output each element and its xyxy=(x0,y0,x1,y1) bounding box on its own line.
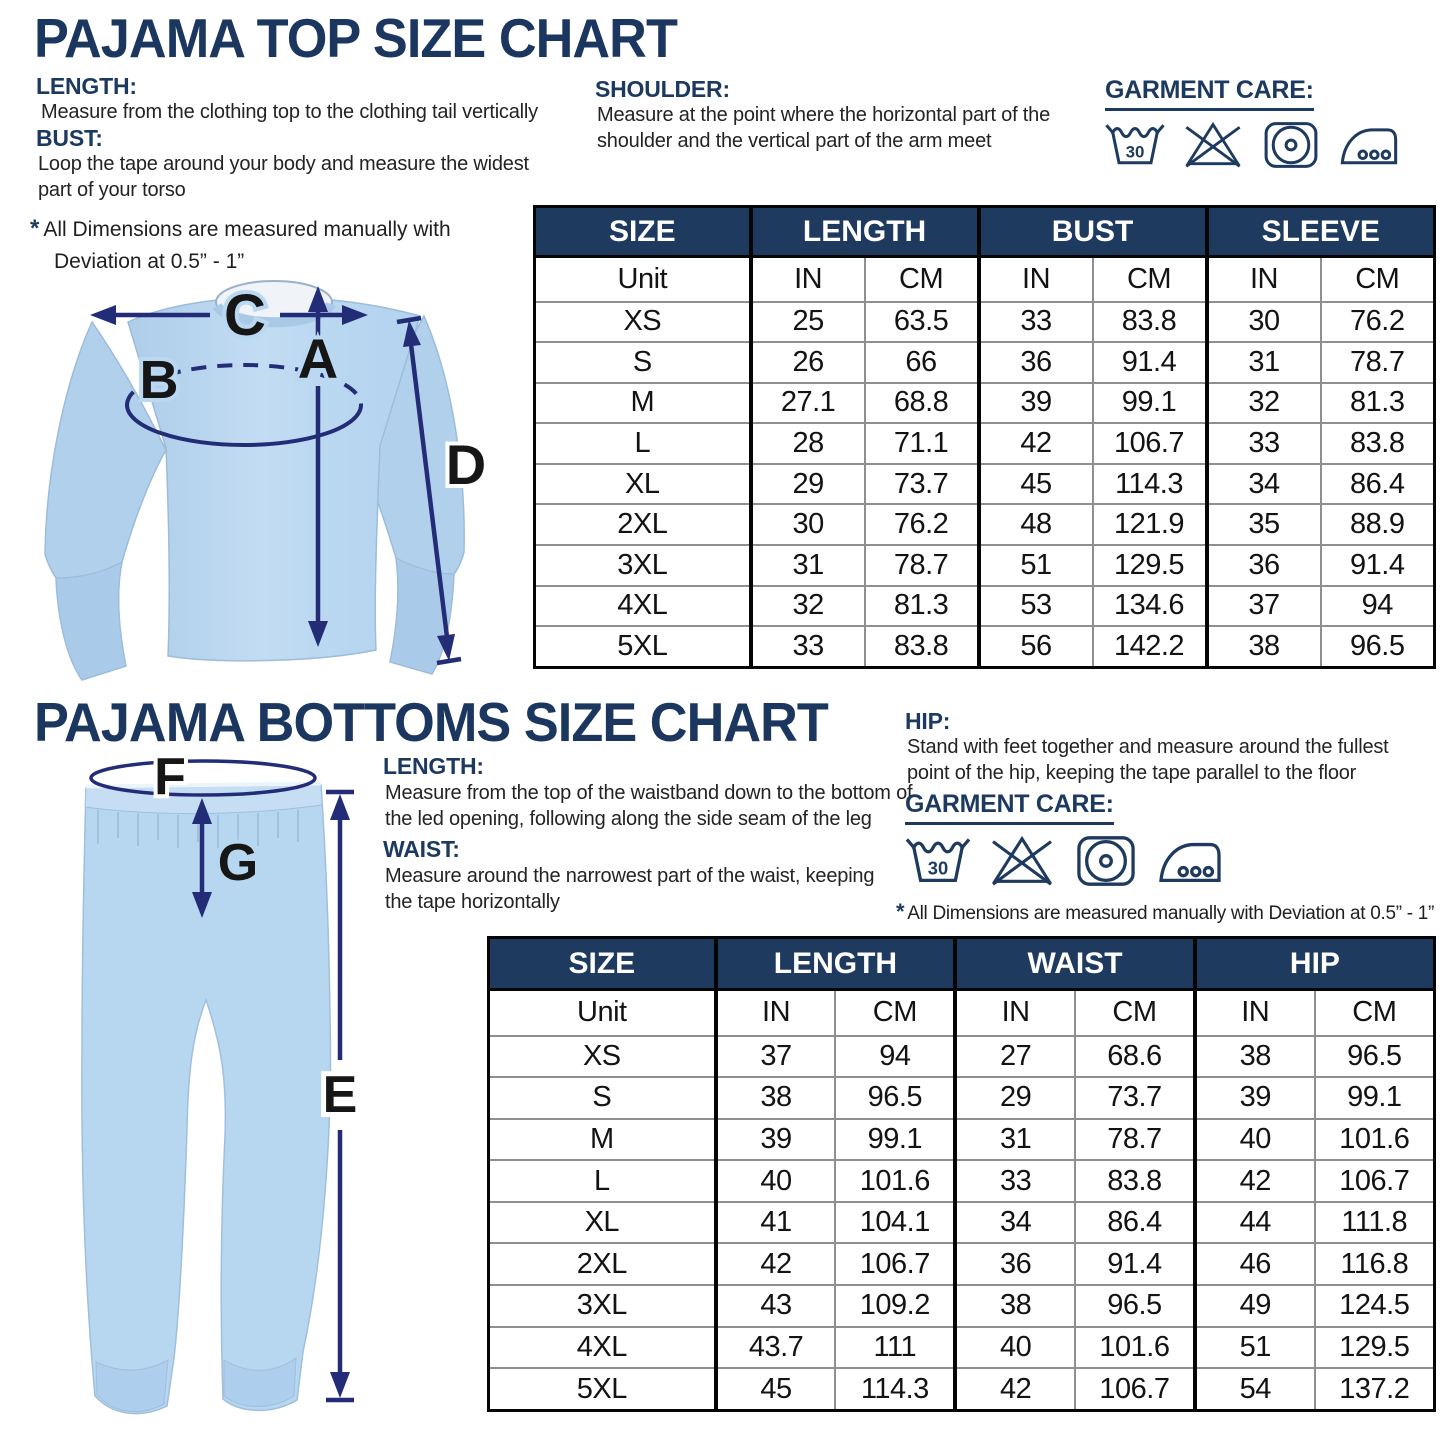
bottoms-length-description: Measure from the top of the waistband down to the bottom of the led opening, following along the side seam of the leg xyxy=(385,782,913,830)
value-cell: 25 xyxy=(751,302,865,343)
value-cell: 99.1 xyxy=(1093,383,1207,424)
value-cell: 31 xyxy=(1207,342,1321,383)
value-cell: 43.7 xyxy=(716,1327,836,1369)
table-row xyxy=(535,423,1435,464)
unit-cell: CM xyxy=(1093,257,1207,302)
pajama-top-section xyxy=(0,0,1445,690)
table-row xyxy=(535,545,1435,586)
value-cell: 40 xyxy=(955,1327,1075,1369)
value-cell: 129.5 xyxy=(1093,545,1207,586)
value-cell: 42 xyxy=(979,423,1093,464)
value-cell: 34 xyxy=(955,1202,1075,1244)
value-cell: 48 xyxy=(979,504,1093,545)
value-cell: 91.4 xyxy=(1075,1243,1195,1285)
iron-icon xyxy=(1337,118,1401,172)
value-cell: 88.9 xyxy=(1321,504,1435,545)
unit-cell: CM xyxy=(1321,257,1435,302)
garment-care-icons-bottoms xyxy=(903,832,1225,890)
value-cell: 40 xyxy=(1195,1119,1315,1161)
value-cell: 68.8 xyxy=(865,383,979,424)
pajama-bottoms-section xyxy=(0,690,1445,1445)
size-cell: 3XL xyxy=(489,1285,716,1327)
length-description: Measure from the clothing top to the clothing tail vertically xyxy=(41,101,538,123)
tumble-dry-icon xyxy=(1259,118,1323,172)
value-cell: 106.7 xyxy=(835,1243,955,1285)
table-row xyxy=(489,1077,1435,1119)
value-cell: 33 xyxy=(979,302,1093,343)
value-cell: 66 xyxy=(865,342,979,383)
value-cell: 37 xyxy=(1207,586,1321,627)
garment-care-heading-bottoms: GARMENT CARE: xyxy=(905,790,1114,825)
value-cell: 49 xyxy=(1195,1285,1315,1327)
table-header-row xyxy=(535,207,1435,257)
value-cell: 91.4 xyxy=(1321,545,1435,586)
table-row xyxy=(489,1285,1435,1327)
value-cell: 73.7 xyxy=(1075,1077,1195,1119)
col-header-hip: HIP xyxy=(1195,938,1435,990)
table-row xyxy=(489,1368,1435,1410)
size-cell: 4XL xyxy=(489,1327,716,1369)
value-cell: 81.3 xyxy=(1321,383,1435,424)
pajama-bottoms-diagram xyxy=(40,748,440,1438)
value-cell: 30 xyxy=(1207,302,1321,343)
unit-cell: IN xyxy=(716,990,836,1036)
measure-label-f: F xyxy=(154,748,186,806)
table-row xyxy=(489,1160,1435,1202)
measure-label-d: D xyxy=(445,433,487,496)
value-cell: 83.8 xyxy=(865,626,979,667)
value-cell: 83.8 xyxy=(1321,423,1435,464)
value-cell: 33 xyxy=(1207,423,1321,464)
value-cell: 43 xyxy=(716,1285,836,1327)
size-cell: L xyxy=(535,423,751,464)
value-cell: 42 xyxy=(1195,1160,1315,1202)
waist-description: Measure around the narrowest part of the waist, keeping the tape horizontally xyxy=(385,865,875,913)
length-label: LENGTH: xyxy=(36,73,137,99)
hip-label: HIP: xyxy=(905,708,951,734)
table-row xyxy=(535,626,1435,667)
table-row xyxy=(489,1202,1435,1244)
unit-cell: IN xyxy=(1195,990,1315,1036)
value-cell: 42 xyxy=(955,1368,1075,1410)
asterisk: * xyxy=(896,899,905,924)
value-cell: 27.1 xyxy=(751,383,865,424)
measure-label-b: B xyxy=(139,350,179,410)
bust-label: BUST: xyxy=(36,125,103,151)
value-cell: 114.3 xyxy=(835,1368,955,1410)
value-cell: 111.8 xyxy=(1315,1202,1435,1244)
bottoms-length-label: LENGTH: xyxy=(383,753,484,779)
deviation-note-bottoms: * All Dimensions are measured manually with Deviation at 0.5” - 1” xyxy=(896,899,1435,924)
iron-icon xyxy=(1155,832,1225,890)
value-cell: 42 xyxy=(716,1243,836,1285)
value-cell: 81.3 xyxy=(865,586,979,627)
unit-cell: IN xyxy=(955,990,1075,1036)
size-cell: 3XL xyxy=(535,545,751,586)
waist-label: WAIST: xyxy=(383,836,460,862)
value-cell: 86.4 xyxy=(1075,1202,1195,1244)
bottoms-size-table xyxy=(487,936,1436,1412)
size-cell: XL xyxy=(535,464,751,505)
measure-label-g: G xyxy=(217,834,259,892)
value-cell: 39 xyxy=(1195,1077,1315,1119)
value-cell: 78.7 xyxy=(1075,1119,1195,1161)
value-cell: 114.3 xyxy=(1093,464,1207,505)
value-cell: 83.8 xyxy=(1093,302,1207,343)
value-cell: 104.1 xyxy=(835,1202,955,1244)
value-cell: 54 xyxy=(1195,1368,1315,1410)
col-header-size: SIZE xyxy=(535,207,751,257)
value-cell: 106.7 xyxy=(1093,423,1207,464)
size-cell: XL xyxy=(489,1202,716,1244)
deviation-note: * All Dimensions are measured manually with Deviation at 0.5” - 1” xyxy=(30,215,451,273)
unit-cell: CM xyxy=(1075,990,1195,1036)
value-cell: 68.6 xyxy=(1075,1036,1195,1078)
value-cell: 96.5 xyxy=(1321,626,1435,667)
size-cell: 2XL xyxy=(489,1243,716,1285)
value-cell: 45 xyxy=(716,1368,836,1410)
measure-label-e: E xyxy=(322,1066,358,1124)
wash-30-icon xyxy=(1103,118,1167,172)
value-cell: 94 xyxy=(1321,586,1435,627)
value-cell: 38 xyxy=(955,1285,1075,1327)
value-cell: 91.4 xyxy=(1093,342,1207,383)
left-cuff xyxy=(56,562,126,680)
table-row xyxy=(535,302,1435,343)
table-row xyxy=(535,342,1435,383)
value-cell: 39 xyxy=(716,1119,836,1161)
value-cell: 33 xyxy=(751,626,865,667)
unit-row xyxy=(489,990,1435,1036)
value-cell: 99.1 xyxy=(1315,1077,1435,1119)
unit-cell: CM xyxy=(835,990,955,1036)
size-cell: M xyxy=(535,383,751,424)
shoulder-label: SHOULDER: xyxy=(595,76,730,102)
value-cell: 78.7 xyxy=(1321,342,1435,383)
col-header-sleeve: SLEEVE xyxy=(1207,207,1435,257)
unit-cell: IN xyxy=(751,257,865,302)
value-cell: 36 xyxy=(979,342,1093,383)
value-cell: 134.6 xyxy=(1093,586,1207,627)
asterisk: * xyxy=(30,215,40,242)
value-cell: 121.9 xyxy=(1093,504,1207,545)
size-cell: S xyxy=(535,342,751,383)
value-cell: 31 xyxy=(955,1119,1075,1161)
unit-cell: IN xyxy=(979,257,1093,302)
value-cell: 111 xyxy=(835,1327,955,1369)
table-row xyxy=(535,383,1435,424)
col-header-length: LENGTH xyxy=(751,207,979,257)
size-cell: 2XL xyxy=(535,504,751,545)
value-cell: 38 xyxy=(716,1077,836,1119)
value-cell: 32 xyxy=(751,586,865,627)
table-row xyxy=(489,1243,1435,1285)
unit-cell: IN xyxy=(1207,257,1321,302)
table-row xyxy=(489,1119,1435,1161)
top-chart-title: PAJAMA TOP SIZE CHART xyxy=(34,7,677,69)
value-cell: 76.2 xyxy=(865,504,979,545)
value-cell: 27 xyxy=(955,1036,1075,1078)
value-cell: 101.6 xyxy=(835,1160,955,1202)
table-row xyxy=(535,464,1435,505)
value-cell: 137.2 xyxy=(1315,1368,1435,1410)
value-cell: 39 xyxy=(979,383,1093,424)
size-cell: M xyxy=(489,1119,716,1161)
value-cell: 86.4 xyxy=(1321,464,1435,505)
value-cell: 76.2 xyxy=(1321,302,1435,343)
pants-body xyxy=(82,785,331,1414)
value-cell: 53 xyxy=(979,586,1093,627)
value-cell: 106.7 xyxy=(1315,1160,1435,1202)
garment-care-heading: GARMENT CARE: xyxy=(1105,76,1314,111)
bottoms-chart-title: PAJAMA BOTTOMS SIZE CHART xyxy=(34,691,828,753)
value-cell: 41 xyxy=(716,1202,836,1244)
unit-label-cell: Unit xyxy=(535,257,751,302)
value-cell: 28 xyxy=(751,423,865,464)
value-cell: 45 xyxy=(979,464,1093,505)
col-header-waist: WAIST xyxy=(955,938,1195,990)
value-cell: 36 xyxy=(955,1243,1075,1285)
measure-label-a: A xyxy=(297,327,339,390)
value-cell: 38 xyxy=(1207,626,1321,667)
value-cell: 29 xyxy=(955,1077,1075,1119)
value-cell: 71.1 xyxy=(865,423,979,464)
value-cell: 36 xyxy=(1207,545,1321,586)
value-cell: 94 xyxy=(835,1036,955,1078)
value-cell: 99.1 xyxy=(835,1119,955,1161)
garment-care-icons xyxy=(1103,118,1401,172)
table-header-row xyxy=(489,938,1435,990)
value-cell: 37 xyxy=(716,1036,836,1078)
value-cell: 96.5 xyxy=(1075,1285,1195,1327)
table-row xyxy=(489,1036,1435,1078)
value-cell: 63.5 xyxy=(865,302,979,343)
value-cell: 33 xyxy=(955,1160,1075,1202)
size-cell: 4XL xyxy=(535,586,751,627)
top-size-table xyxy=(533,205,1436,669)
unit-row xyxy=(535,257,1435,302)
value-cell: 51 xyxy=(1195,1327,1315,1369)
measure-label-c: C xyxy=(224,283,266,348)
table-row xyxy=(489,1327,1435,1369)
size-cell: L xyxy=(489,1160,716,1202)
value-cell: 34 xyxy=(1207,464,1321,505)
unit-cell: CM xyxy=(1315,990,1435,1036)
shoulder-description: Measure at the point where the horizontal part of the shoulder and the vertical part of the arm meet xyxy=(597,104,1051,152)
col-header-bust: BUST xyxy=(979,207,1207,257)
value-cell: 101.6 xyxy=(1075,1327,1195,1369)
do-not-bleach-icon xyxy=(1181,118,1245,172)
value-cell: 40 xyxy=(716,1160,836,1202)
value-cell: 35 xyxy=(1207,504,1321,545)
value-cell: 106.7 xyxy=(1075,1368,1195,1410)
pajama-top-diagram xyxy=(28,256,538,692)
tumble-dry-icon xyxy=(1071,832,1141,890)
size-cell: S xyxy=(489,1077,716,1119)
table-row xyxy=(535,586,1435,627)
col-header-size: SIZE xyxy=(489,938,716,990)
table-row xyxy=(535,504,1435,545)
hip-description: Stand with feet together and measure around the fullest point of the hip, keeping the tape parallel to the floor xyxy=(907,736,1389,784)
value-cell: 129.5 xyxy=(1315,1327,1435,1369)
size-cell: 5XL xyxy=(535,626,751,667)
value-cell: 30 xyxy=(751,504,865,545)
value-cell: 83.8 xyxy=(1075,1160,1195,1202)
value-cell: 109.2 xyxy=(835,1285,955,1327)
size-cell: XS xyxy=(535,302,751,343)
size-cell: 5XL xyxy=(489,1368,716,1410)
value-cell: 31 xyxy=(751,545,865,586)
value-cell: 78.7 xyxy=(865,545,979,586)
value-cell: 26 xyxy=(751,342,865,383)
value-cell: 29 xyxy=(751,464,865,505)
value-cell: 96.5 xyxy=(835,1077,955,1119)
unit-cell: CM xyxy=(865,257,979,302)
unit-label-cell: Unit xyxy=(489,990,716,1036)
value-cell: 44 xyxy=(1195,1202,1315,1244)
size-cell: XS xyxy=(489,1036,716,1078)
value-cell: 101.6 xyxy=(1315,1119,1435,1161)
value-cell: 116.8 xyxy=(1315,1243,1435,1285)
value-cell: 73.7 xyxy=(865,464,979,505)
col-header-length: LENGTH xyxy=(716,938,956,990)
wash-30-icon xyxy=(903,832,973,890)
value-cell: 51 xyxy=(979,545,1093,586)
value-cell: 142.2 xyxy=(1093,626,1207,667)
value-cell: 38 xyxy=(1195,1036,1315,1078)
value-cell: 96.5 xyxy=(1315,1036,1435,1078)
bust-description: Loop the tape around your body and measure the widest part of your torso xyxy=(38,153,529,201)
value-cell: 46 xyxy=(1195,1243,1315,1285)
do-not-bleach-icon xyxy=(987,832,1057,890)
value-cell: 56 xyxy=(979,626,1093,667)
value-cell: 124.5 xyxy=(1315,1285,1435,1327)
value-cell: 32 xyxy=(1207,383,1321,424)
